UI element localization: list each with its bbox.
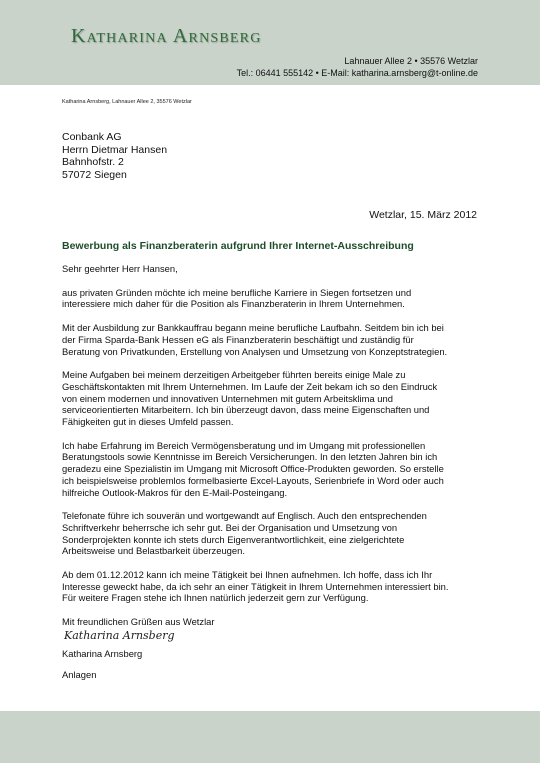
enclosure: Anlagen [62,669,97,681]
paragraph-line: Meine Aufgaben bei meinem derzeitigen Arbeitgeber führten bereits einige Male zu [62,369,406,381]
paragraph-line: Sonderprojekten konnte ich stets durch Eigenverantwortlichkeit, eine zielgerichtete [62,533,405,545]
paragraph-line: Für weitere Fragen stehe ich Ihnen natürlich jederzeit gern zur Verfügung. [62,592,369,604]
paragraph-line: geradezu eine Spezialistin im Umgang mit Microsoft Office-Produkten geworden. So erstelle [62,463,444,475]
paragraph-line: der Firma Sparda-Bank Hessen eG als Finanzberaterin beschäftigt und zuständig für [62,333,414,345]
salutation: Sehr geehrter Herr Hansen, [62,263,178,274]
paragraph-line: von einem modernen und innovativen Unternehmen mit gutem Arbeitsklima und [62,392,393,404]
letterhead-band [0,0,540,85]
paragraph-line: ich beispielsweise problemlos formelbasierte Excel-Layouts, Serienbriefe in Word oder auch [62,474,444,486]
paragraph-line: Geschäftskontakten mit Ihrem Unternehmen. Im Laufe der Zeit bekam ich so den Eindruck [62,380,438,392]
paragraph-line: Mit der Ausbildung zur Bankkauffrau begann meine berufliche Laufbahn. Seitdem bin ich bei [62,322,444,334]
paragraph-1 [62,287,492,310]
paragraph-2 [62,322,492,357]
paragraph-line: Beratungstools sowie Kenntnisse im Bereich Versicherungen. In den letzten Jahren bin ich [62,451,438,463]
recipient-company: Conbank AG [62,131,122,143]
paragraph-line: serviceorientierten Mitarbeitern. Ich bin überzeugt davon, dass meine Eigenschaften und [62,404,430,416]
paragraph-5 [62,510,492,557]
letter-date: Wetzlar, 15. März 2012 [369,209,477,221]
paragraph-line: interessiere mich daher für die Position als Finanzberaterin in Ihrem Unternehmen. [62,298,405,310]
letter-body [62,263,492,693]
recipient-person: Herrn Dietmar Hansen [62,143,168,156]
closing-text: Mit freundlichen Grüßen aus Wetzlar [62,616,215,628]
paragraph-line: Telefonate führe ich souverän und wortgewandt auf Englisch. Auch den entsprechenden [62,510,427,522]
letterhead-contact: Tel.: 06441 555142 • E-Mail: katharina.arnsberg@t-online.de [236,68,478,78]
sender-return-line: Katharina Arnsberg, Lahnauer Allee 2, 35576 Wetzlar [62,99,192,105]
paragraph-line: hilfreiche Outlook-Makros für den E-Mail-Posteingang. [62,486,288,498]
footer-band [0,711,540,763]
paragraph-6 [62,569,492,604]
letter-subject: Bewerbung als Finanzberaterin aufgrund Ihrer Internet-Ausschreibung [62,240,414,252]
paragraph-line: Arbeitsweise und Belastbarkeit überzeugen. [62,545,245,557]
recipient-city: 57072 Siegen [62,168,127,181]
paragraph-3 [62,369,492,428]
handwritten-signature: Katharina Arnsberg [64,628,175,642]
paragraph-4 [62,440,492,499]
paragraph-line: Interesse geweckt habe, da ich sehr an einer Tätigkeit in Ihrem Unternehmen interessiert bin. [62,580,449,592]
paragraph-line: Schriftverkehr beherrsche ich sehr gut. Bei der Organisation und Umsetzung von [62,521,398,533]
recipient-street: Bahnhofstr. 2 [62,156,124,168]
paragraph-line: Ich habe Erfahrung im Bereich Vermögensberatung und im Umgang mit professionellen [62,439,426,451]
letterhead-address: Lahnauer Allee 2 • 35576 Wetzlar [344,56,478,66]
letterhead-name: Katharina Arnsberg [71,25,262,47]
recipient-address [62,131,167,181]
paragraph-line: aus privaten Gründen möchte ich meine berufliche Karriere in Siegen fortsetzen und [62,286,412,298]
paragraph-line: Beratung von Privatkunden, Erstellung von Analysen und Umsetzung von Konzeptstrategien. [62,345,448,357]
signer-name: Katharina Arnsberg [62,647,143,659]
paragraph-line: Ab dem 01.12.2012 kann ich meine Tätigkeit bei Ihnen aufnehmen. Ich hoffe, dass ich Ihr [62,569,433,581]
paragraph-line: Fähigkeiten gut in dieses Umfeld passen. [62,416,234,428]
closing [62,616,492,659]
